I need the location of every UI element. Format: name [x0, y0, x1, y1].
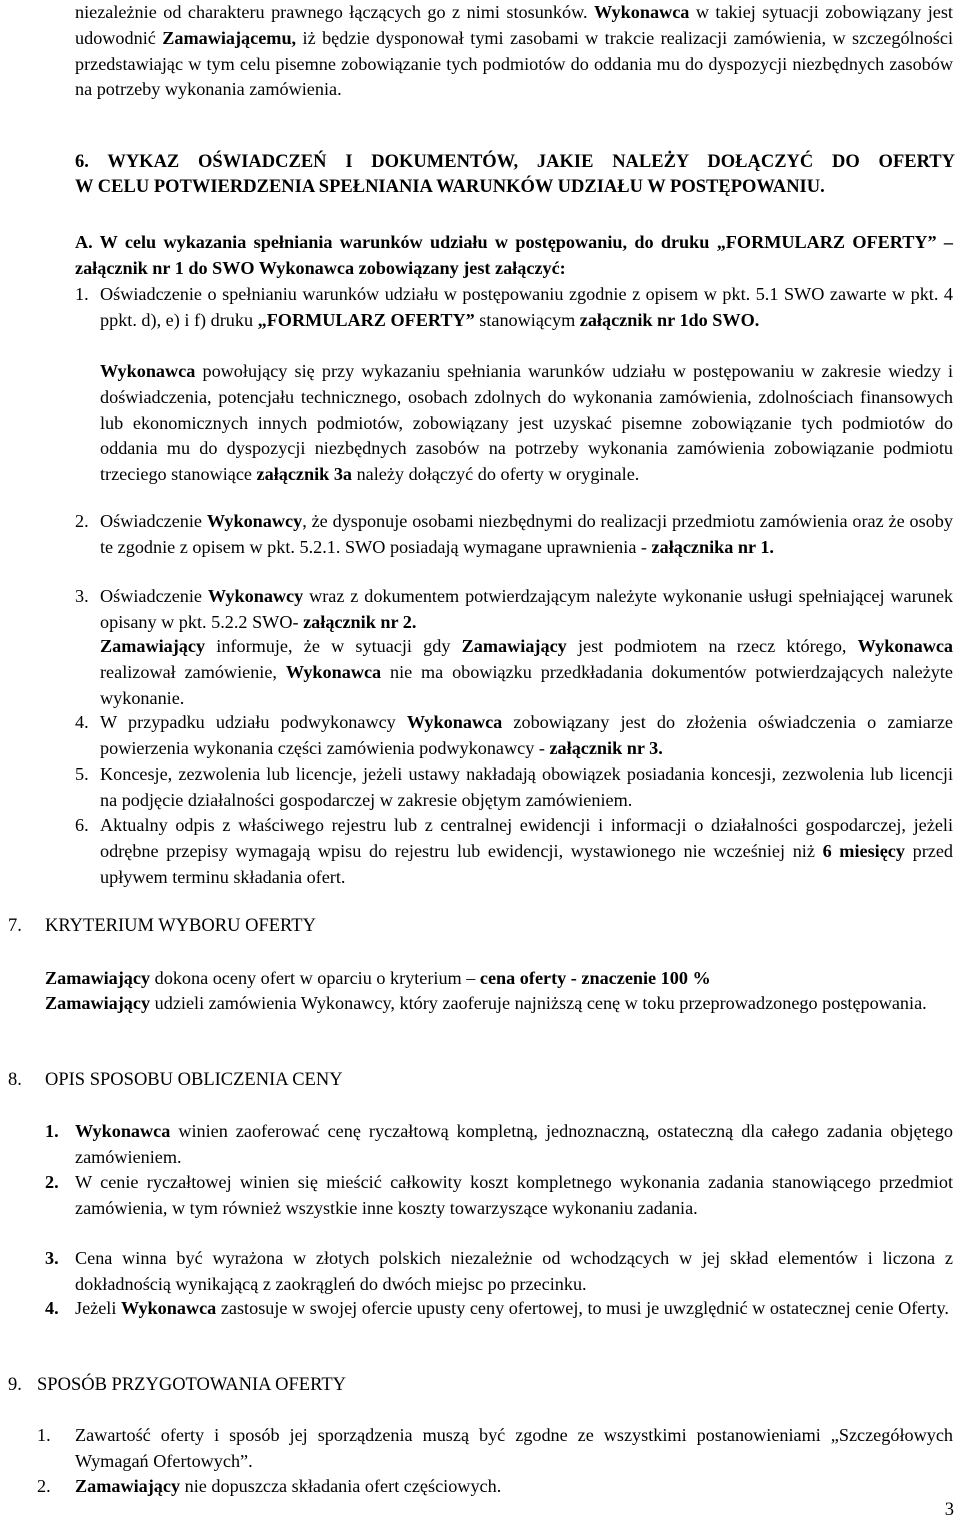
section-7-number: 7.	[8, 916, 22, 936]
list-number: 1.	[45, 1121, 59, 1141]
item-text: nie dopuszcza składania ofert częściowych.	[180, 1476, 502, 1496]
item-text: powołujący się przy wykazaniu spełniania warunków udziału w postępowaniu w zakresie wiedzy i doświadczenia, potencjału technicznego, osobach zdolnych do wykonania zamówienia, zdolnościach finansowych lub ekonomicznych innych podmiotów, zobowiązany jest uzyskać pisemne zobowiązanie tych podmiotów do oddania mu do dyspozycji niezbędnych zasobów na potrzeby wykonania zamówienia zobowiązanie podmiotu trzeciego stanowiące	[100, 361, 953, 485]
item-bold: Wykonawca	[120, 1298, 217, 1318]
item-bold: załącznik 3a	[256, 464, 353, 485]
section-9-item-2	[75, 1474, 953, 1500]
item-text: nie ma obowiązku przedkładania dokumentów potwierdzających należyte wykonanie.	[100, 661, 953, 708]
section-8-title: OPIS SPOSOBU OBLICZENIA CENY	[45, 1070, 343, 1090]
intro-text: iż będzie dysponował tymi zasobami w trakcie realizacji zamówienia, w szczególności przedstawiając w tym celu pisemne zobowiązanie tych podmiotów do oddania mu do dyspozycji niezbędnych zasobów na potrzeby wykonania zamówienia.	[75, 27, 953, 100]
list-number: 5.	[75, 764, 89, 784]
item-bold: Zamawiający	[45, 993, 151, 1013]
item-text: wraz z dokumentem potwierdzającym należyte wykonanie usługi spełniającej warunek opisany w pkt. 5.2.2 SWO-	[100, 586, 953, 632]
item-bold: załącznik nr 3.	[549, 737, 663, 758]
section-8-item-1	[75, 1119, 953, 1171]
section-6-item-1	[100, 282, 953, 334]
list-number: 1.	[75, 284, 89, 304]
section-8-item-4	[75, 1296, 953, 1322]
section-8-item-2: W cenie ryczałtowej winien się mieścić całkowity koszt kompletnego wykonania zadania stanowiącego przedmiot zamówienia, w tym również wszystkie inne koszty towarzyszące wykonaniu zadania.	[75, 1172, 953, 1218]
list-number: 4.	[45, 1298, 59, 1318]
item-bold: Zamawiający	[461, 636, 567, 656]
section-7-paragraph-2	[45, 991, 953, 1017]
item-text: zastosuje w swojej ofercie upusty ceny ofertowej, to musi je uwzględnić w ostatecznej cenie Oferty.	[216, 1298, 949, 1318]
item-text: Oświadczenie	[100, 586, 208, 606]
page-number: 3	[944, 1500, 954, 1520]
item-text: Aktualny odpis z właściwego rejestru lub z centralnej ewidencji i informacji o działalności gospodarczej, jeżeli odrębne przepisy wymagają wpisu do rejestru lub ewidencji, wystawionego nie wcześniej niż	[100, 815, 953, 861]
section-6-item-1-paragraph	[100, 359, 953, 488]
item-text: stanowiącym	[474, 309, 580, 330]
section-7-title: KRYTERIUM WYBORU OFERTY	[45, 916, 316, 936]
item-text: dokona oceny ofert w oparciu o kryterium –	[150, 968, 480, 988]
item-bold: załącznika nr 1.	[651, 536, 774, 557]
item-bold: Wykonawcy	[207, 586, 304, 606]
section-6-heading-line2: W CELU POTWIERDZENIA SPEŁNIANIA WARUNKÓW UDZIAŁU W POSTĘPOWANIU.	[75, 177, 825, 197]
intro-paragraph	[75, 0, 953, 103]
section-6-item-3	[100, 584, 953, 636]
item-text: zobowiązany jest do złożenia oświadczenia o zamiarze powierzenia wykonania części zamówienia podwykonawcy -	[100, 712, 953, 758]
list-number: 4.	[75, 712, 89, 732]
section-6-item-5: Koncesje, zezwolenia lub licencje, jeżeli ustawy nakładają obowiązek posiadania koncesji, zezwolenia lub licencji na podjęcie działalności gospodarczej w zakresie objętym zamówieniem.	[100, 764, 953, 810]
item-bold: załącznik nr 1do SWO.	[579, 309, 760, 330]
item-bold: Zamawiający	[45, 968, 151, 988]
item-bold: Wykonawca	[75, 1121, 171, 1141]
item-text: jest podmiotem na rzecz którego,	[566, 636, 858, 656]
item-bold: Wykonawca	[406, 712, 503, 732]
list-number: 2.	[75, 511, 89, 531]
item-text: udzieli zamówienia Wykonawcy, który zaoferuje najniższą cenę w toku przeprowadzonego postępowania.	[150, 993, 927, 1013]
section-8-item-3: Cena winna być wyrażona w złotych polskich niezależnie od wchodzących w jej skład elementów i liczona z dokładnością wynikającą z zaokrągleń do dwóch miejsc po przecinku.	[75, 1248, 953, 1294]
list-number: 2.	[37, 1476, 51, 1496]
item-bold: „FORMULARZ OFERTY”	[257, 309, 475, 330]
item-bold: Wykonawca	[285, 661, 382, 682]
item-bold: Wykonawca	[100, 361, 196, 381]
item-bold: Zamawiający	[100, 636, 206, 656]
item-text: Oświadczenie	[100, 511, 207, 531]
section-6-item-4	[100, 710, 953, 762]
section-9-title: SPOSÓB PRZYGOTOWANIA OFERTY	[37, 1375, 346, 1395]
section-6-item-3-paragraph	[100, 634, 953, 711]
section-9-number: 9.	[8, 1375, 22, 1395]
section-7-paragraph-1	[45, 966, 953, 992]
list-number: 2.	[45, 1172, 59, 1192]
list-number: 6.	[75, 815, 89, 835]
item-text: winien zaoferować cenę ryczałtową kompletną, jednoznaczną, ostateczną dla całego zadania objętego zamówieniem.	[75, 1121, 953, 1167]
section-9-item-1: Zawartość oferty i sposób jej sporządzenia muszą być zgodne ze wszystkimi postanowieniami „Szczegółowych Wymagań Ofertowych”.	[75, 1425, 953, 1471]
item-text: realizował zamówienie,	[100, 661, 286, 682]
item-bold: Wykonawcy	[206, 511, 303, 531]
intro-text: niezależnie od charakteru prawnego łączących go z nimi stosunków.	[75, 2, 595, 22]
item-text: , że dysponuje osobami niezbędnymi do realizacji przedmiotu zamówienia oraz że osoby te zgodnie z opisem w pkt. 5.2.1. SWO posiadają wymagane uprawnienia -	[100, 511, 953, 557]
item-text: przed upływem terminu składania ofert.	[100, 840, 953, 887]
intro-bold: Zamawiającemu,	[162, 27, 297, 48]
item-bold: Wykonawca	[857, 636, 953, 656]
item-text: W przypadku udziału podwykonawcy	[100, 712, 407, 732]
section-6-item-2	[100, 509, 953, 561]
intro-text: w takiej sytuacji zobowiązany jest udowodnić	[75, 2, 953, 48]
item-bold: cena oferty - znaczenie 100 %	[479, 968, 711, 988]
item-text: należy dołączyć do oferty w oryginale.	[352, 464, 640, 485]
item-text: Jeżeli	[75, 1298, 121, 1318]
item-bold: załącznik nr 2.	[303, 611, 417, 632]
intro-bold: Wykonawca	[594, 2, 690, 22]
item-text: Oświadczenie o spełnianiu warunków udziału w postępowaniu zgodnie z opisem w pkt. 5.1 SWO zawarte w pkt. 4 ppkt. d), e) i f) druku	[100, 284, 953, 330]
item-bold: Zamawiający	[75, 1476, 181, 1496]
item-bold: 6 miesięcy	[822, 840, 905, 861]
list-number: 3.	[75, 586, 89, 606]
list-number: 1.	[37, 1425, 51, 1445]
section-6-sub-a: A. W celu wykazania spełniania warunków udziału w postępowaniu, do druku „FORMULARZ OFERTY” – załącznik nr 1 do SWO Wykonawca zobowiązany jest załączyć:	[75, 232, 953, 278]
item-text: informuje, że w sytuacji gdy	[205, 636, 462, 656]
section-6-item-6	[100, 813, 953, 890]
list-number: 3.	[45, 1248, 59, 1268]
section-8-number: 8.	[8, 1070, 22, 1090]
section-6-heading-line1: 6. WYKAZ OŚWIADCZEŃ I DOKUMENTÓW, JAKIE NALEŻY DOŁĄCZYĆ DO OFERTY	[75, 152, 955, 172]
